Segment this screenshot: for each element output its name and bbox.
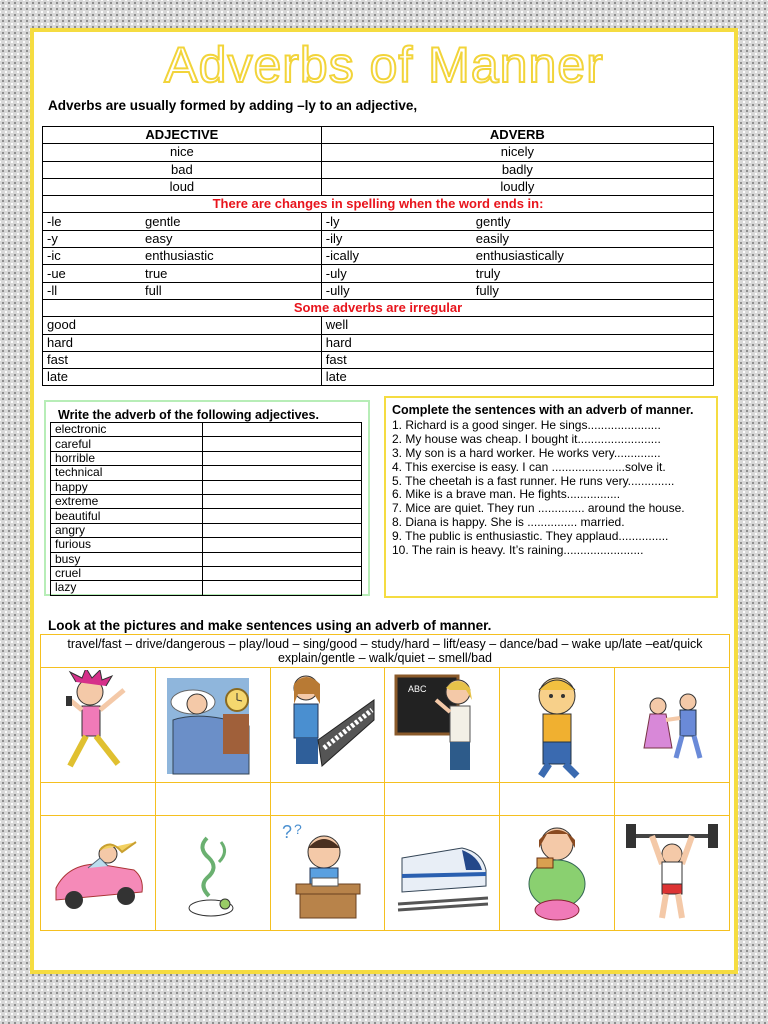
answer-cell[interactable] <box>203 552 362 566</box>
adjective-cell <box>43 230 322 247</box>
adjective-word: happy <box>51 480 203 494</box>
adverb-example: truly <box>475 265 501 281</box>
adjective-suffix: -y <box>47 230 58 246</box>
answer-cell[interactable] <box>203 494 362 508</box>
table-row <box>51 437 362 451</box>
adjective-cell <box>43 265 322 282</box>
adjective-suffix: -le <box>47 213 62 229</box>
table-row <box>43 299 714 316</box>
answer-cell[interactable] <box>385 783 500 816</box>
sentence-item: 5. The cheetah is a fast runner. He runs very.............. <box>392 473 675 488</box>
sentence-item: 1. Richard is a good singer. He sings...................... <box>392 417 661 432</box>
answer-cell[interactable] <box>270 783 385 816</box>
svg-text:ABC: ABC <box>408 684 427 694</box>
adjective-word: lazy <box>51 581 203 595</box>
pianist-picture <box>270 668 385 783</box>
table-row <box>51 509 362 523</box>
sentence-item: 10. The rain is heavy. It’s raining........................ <box>392 543 644 558</box>
answer-cell[interactable] <box>203 509 362 523</box>
adjective-word: horrible <box>51 451 203 465</box>
table-row <box>43 178 714 195</box>
adjective-example: enthusiastic <box>145 248 214 264</box>
table-row <box>43 351 714 368</box>
answer-cell[interactable] <box>155 783 270 816</box>
answer-cell[interactable] <box>203 437 362 451</box>
table-row <box>51 451 362 465</box>
answer-cell[interactable] <box>615 783 730 816</box>
dancing-couple-picture <box>615 668 730 783</box>
weightlifter-picture <box>615 816 730 931</box>
adverb-formation-table <box>42 126 714 386</box>
adjective-cell: fast <box>43 351 322 368</box>
adjective-cell <box>43 213 322 230</box>
table-row <box>43 334 714 351</box>
adverb-example: gently <box>475 213 511 229</box>
sentence-item: 9. The public is enthusiastic. They applaud............... <box>392 529 669 544</box>
adverb-suffix: -ully <box>325 282 350 298</box>
table-row <box>43 213 714 230</box>
intro-text: Adverbs are usually formed by adding –ly to an adjective, <box>48 98 418 113</box>
answer-cell[interactable] <box>203 538 362 552</box>
table-row <box>43 144 714 161</box>
picture-row <box>41 816 730 931</box>
adverb-cell: nicely <box>321 144 713 161</box>
exercise-adjectives-box <box>44 400 370 596</box>
adverb-example: enthusiastically <box>475 248 564 264</box>
table-row <box>51 538 362 552</box>
adjective-cell: hard <box>43 334 322 351</box>
adjective-example: gentle <box>145 213 181 229</box>
adjective-example: easy <box>145 230 173 246</box>
adjective-word: technical <box>51 466 203 480</box>
sentence-item: 6. Mike is a brave man. He fights................ <box>392 487 621 502</box>
worksheet <box>30 28 738 974</box>
table-row <box>51 523 362 537</box>
adjective-word: beautiful <box>51 509 203 523</box>
exercise-sentences-title: Complete the sentences with an adverb of manner. <box>392 403 694 417</box>
quiet-boy-picture <box>500 668 615 783</box>
adjective-cell: late <box>43 369 322 386</box>
column-header-adjective: ADJECTIVE <box>43 127 322 144</box>
adjective-cell <box>43 282 322 299</box>
pictures-table <box>40 634 730 931</box>
answer-cell[interactable] <box>203 581 362 595</box>
adjective-word: electronic <box>51 423 203 437</box>
adjective-suffix: -ll <box>47 282 58 298</box>
svg-text:?: ? <box>281 822 292 842</box>
spelling-heading: There are changes in spelling when the word ends in: <box>43 196 714 213</box>
adverb-example: fully <box>475 282 499 298</box>
adverb-cell <box>321 248 713 265</box>
adjective-word: cruel <box>51 566 203 580</box>
car-driver-picture <box>41 816 156 931</box>
adjective-word: busy <box>51 552 203 566</box>
sentence-item: 8. Diana is happy. She is ............... married. <box>392 515 625 530</box>
answer-cell[interactable] <box>500 783 615 816</box>
sentence-item: 3. My son is a hard worker. He works very.............. <box>392 445 661 460</box>
adjective-suffix: -ue <box>47 265 66 281</box>
adverb-cell: fast <box>321 351 713 368</box>
sleeping-person-picture <box>155 668 270 783</box>
table-row <box>43 317 714 334</box>
answer-cell[interactable] <box>203 423 362 437</box>
adjective-cell: bad <box>43 161 322 178</box>
adverb-suffix: -ly <box>325 213 340 229</box>
adverb-cell: hard <box>321 334 713 351</box>
bad-smell-picture <box>155 816 270 931</box>
word-bank-line: explain/gentle – walk/quiet – smell/bad <box>277 651 493 665</box>
answer-cell[interactable] <box>203 466 362 480</box>
svg-text:?: ? <box>293 821 302 837</box>
adjectives-answer-table <box>50 422 362 596</box>
answer-cell[interactable] <box>203 480 362 494</box>
picture-row <box>41 668 730 783</box>
adverb-cell <box>321 265 713 282</box>
studying-boy-picture <box>270 816 385 931</box>
adverb-example: easily <box>475 230 509 246</box>
adjective-cell <box>43 248 322 265</box>
table-row <box>43 161 714 178</box>
page-title: Adverbs of Manner <box>164 37 604 93</box>
word-bank-line: travel/fast – drive/dangerous – play/loud – sing/good – study/hard – lift/easy – dance/bad – wake up/late –eat/quick <box>67 637 703 651</box>
adjective-suffix: -ic <box>47 248 61 264</box>
adverb-suffix: -ically <box>325 248 359 264</box>
teacher-picture <box>385 668 500 783</box>
answer-cell[interactable] <box>203 451 362 465</box>
exercise-sentences-box <box>384 396 718 598</box>
table-row <box>43 196 714 213</box>
singer-picture <box>41 668 156 783</box>
adjective-cell: good <box>43 317 322 334</box>
adjective-example: full <box>145 282 162 298</box>
adjective-word: angry <box>51 523 203 537</box>
sentence-item: 2. My house was cheap. I bought it......................... <box>392 431 661 446</box>
adjective-cell: nice <box>43 144 322 161</box>
irregular-heading: Some adverbs are irregular <box>43 299 714 316</box>
adjective-word: furious <box>51 538 203 552</box>
adjective-cell: loud <box>43 178 322 195</box>
table-row <box>51 581 362 595</box>
table-row <box>43 248 714 265</box>
column-header-adverb: ADVERB <box>321 127 713 144</box>
adverb-cell <box>321 230 713 247</box>
answer-cell[interactable] <box>203 566 362 580</box>
table-row <box>51 423 362 437</box>
sentence-item: 4. This exercise is easy. I can ......................solve it. <box>392 459 666 474</box>
adverb-cell: badly <box>321 161 713 178</box>
table-row <box>51 552 362 566</box>
exercise-pictures-title: Look at the pictures and make sentences using an adverb of manner. <box>48 618 492 633</box>
adverb-cell <box>321 282 713 299</box>
table-row <box>43 282 714 299</box>
word-bank <box>41 635 730 668</box>
adverb-cell: late <box>321 369 713 386</box>
adjective-example: true <box>145 265 168 281</box>
answer-row <box>41 783 730 816</box>
table-row <box>51 494 362 508</box>
fast-train-picture <box>385 816 500 931</box>
adverb-suffix: -uly <box>325 265 347 281</box>
table-header-row <box>43 127 714 144</box>
table-row <box>43 230 714 247</box>
answer-cell[interactable] <box>41 783 156 816</box>
adjective-word: extreme <box>51 494 203 508</box>
table-row <box>43 265 714 282</box>
adverb-cell: loudly <box>321 178 713 195</box>
table-row <box>51 566 362 580</box>
wordbank-row <box>41 635 730 668</box>
eating-woman-picture <box>500 816 615 931</box>
adverb-cell <box>321 213 713 230</box>
table-row <box>43 369 714 386</box>
sentence-item: 7. Mice are quiet. They run .............. around the house. <box>392 501 685 516</box>
adverb-suffix: -ily <box>325 230 343 246</box>
table-row <box>51 466 362 480</box>
table-row <box>51 480 362 494</box>
adjective-word: careful <box>51 437 203 451</box>
exercise-adjectives-title: Write the adverb of the following adjectives. <box>58 408 319 422</box>
answer-cell[interactable] <box>203 523 362 537</box>
adverb-cell: well <box>321 317 713 334</box>
